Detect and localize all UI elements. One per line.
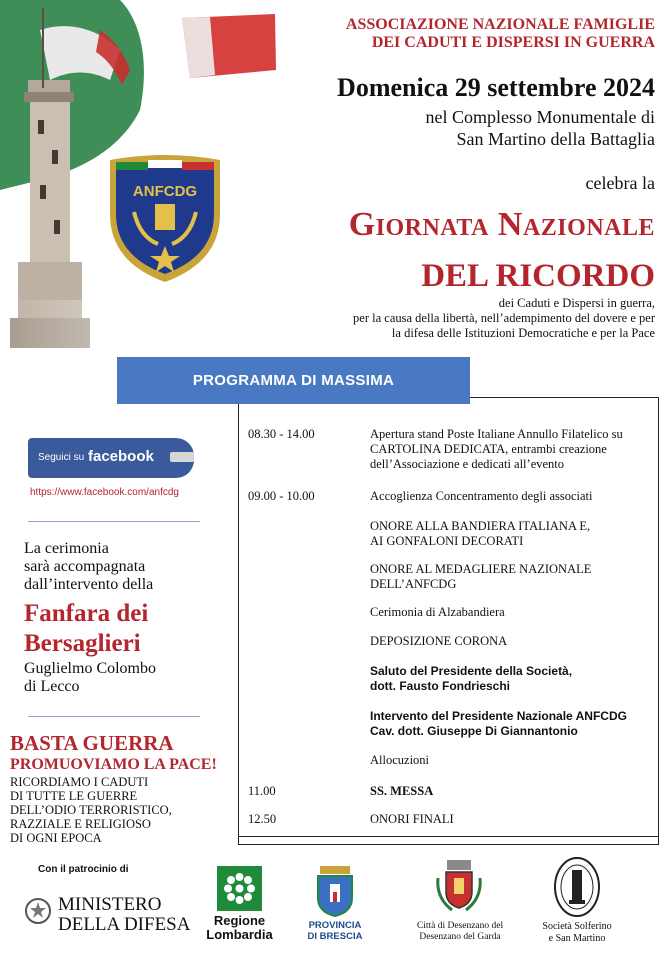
solferino-line-2: e San Martino bbox=[548, 933, 606, 944]
peace-line: DELL’ODIO TERRORISTICO, bbox=[10, 803, 172, 817]
peace-subheadline: PROMUOVIAMO LA PACE! bbox=[10, 756, 217, 773]
ceremony-line-2: sarà accompagnata bbox=[24, 558, 146, 575]
association-line-1: ASSOCIAZIONE NAZIONALE FAMIGLIE bbox=[345, 16, 655, 33]
patronage-label: Con il patrocinio di bbox=[38, 864, 129, 875]
desenzano-logo bbox=[404, 921, 516, 943]
facebook-wordmark: facebook bbox=[88, 448, 154, 465]
peace-line: DI OGNI EPOCA bbox=[10, 831, 102, 845]
peace-line: RICORDIAMO I CADUTI bbox=[10, 775, 149, 789]
program-item-line: Cav. dott. Giuseppe Di Giannantonio bbox=[370, 724, 578, 738]
ceremony-line-1: La cerimonia bbox=[24, 540, 109, 557]
logo-text: ANFCDG bbox=[132, 183, 198, 200]
program-time: 09.00 - 10.00 bbox=[248, 489, 315, 503]
event-place bbox=[275, 106, 655, 150]
event-title-line-1: Giornata Nazionale bbox=[348, 206, 655, 243]
program-item bbox=[370, 664, 652, 694]
ceremony-text bbox=[24, 540, 224, 594]
program-item bbox=[370, 634, 652, 649]
subtitle-line-3: la difesa delle Istituzioni Democratiche e per la Pace bbox=[391, 326, 655, 340]
left-divider bbox=[28, 521, 200, 522]
association-line-2: DEI CADUTI E DISPERSI IN GUERRA bbox=[371, 34, 655, 51]
provincia-brescia-logo bbox=[302, 920, 368, 942]
peace-remembrance bbox=[10, 775, 230, 845]
program-item bbox=[370, 519, 652, 549]
program-item bbox=[370, 605, 652, 620]
place-line-2: San Martino della Battaglia bbox=[456, 129, 655, 149]
facebook-url-link[interactable]: https://www.facebook.com/anfcdg bbox=[30, 487, 179, 498]
fanfara-leader bbox=[24, 660, 224, 696]
program-item-line: Accoglienza Concentramento degli associati bbox=[370, 489, 593, 503]
fanfara-name bbox=[24, 599, 234, 659]
regione-line-1: Regione bbox=[213, 913, 266, 928]
solferino-line-1: Società Solferino bbox=[542, 921, 612, 932]
regione-lombardia-logo bbox=[197, 914, 282, 942]
program-item bbox=[370, 489, 652, 504]
provincia-line-1: PROVINCIA bbox=[308, 920, 362, 931]
ministero-line-1: MINISTERO bbox=[58, 894, 162, 915]
anfcdg-shield-logo bbox=[106, 152, 224, 285]
program-item-line: SS. MESSA bbox=[370, 784, 434, 798]
program-bottom-rule bbox=[238, 836, 659, 837]
fanfara-leader-line-2: di Lecco bbox=[24, 678, 80, 695]
program-item bbox=[370, 812, 652, 827]
program-item-line: ONORI FINALI bbox=[370, 812, 454, 826]
desenzano-crest-icon bbox=[432, 858, 486, 918]
celebra-text: celebra la bbox=[585, 173, 655, 193]
program-item bbox=[370, 753, 652, 768]
program-item-line: DEPOSIZIONE CORONA bbox=[370, 634, 508, 648]
solferino-seal-icon bbox=[553, 856, 601, 918]
regione-lombardia-rose-icon bbox=[217, 866, 262, 911]
program-item-line: Allocuzioni bbox=[370, 753, 430, 767]
program-item-line: ONORE ALLA BANDIERA ITALIANA E, bbox=[370, 519, 591, 533]
ceremony-line-3: dall’intervento della bbox=[24, 576, 154, 593]
program-item-line: ONORE AL MEDAGLIERE NAZIONALE bbox=[370, 562, 592, 576]
place-line-1: nel Complesso Monumentale di bbox=[425, 107, 655, 127]
fanfara-leader-line-1: Guglielmo Colombo bbox=[24, 660, 156, 677]
desenzano-line-2: Desenzano del Garda bbox=[419, 932, 501, 942]
ministero-difesa-logo bbox=[58, 895, 190, 935]
program-time: 08.30 - 14.00 bbox=[248, 427, 315, 441]
peace-line: RAZZIALE E RELIGIOSO bbox=[10, 817, 151, 831]
fanfara-line-2: Bersaglieri bbox=[24, 630, 141, 657]
program-banner: PROGRAMMA DI MASSIMA bbox=[117, 357, 470, 404]
provincia-line-2: DI BRESCIA bbox=[307, 931, 363, 942]
program-time: 11.00 bbox=[248, 784, 276, 798]
peace-line: DI TUTTE LE GUERRE bbox=[10, 789, 138, 803]
program-item-line: AI GONFALONI DECORATI bbox=[370, 534, 524, 548]
event-subtitle bbox=[295, 296, 655, 341]
program-item bbox=[370, 427, 652, 472]
fanfara-line-1: Fanfara dei bbox=[24, 600, 149, 627]
program-item bbox=[370, 562, 652, 592]
event-title-line-2: DEL RICORDO bbox=[421, 258, 655, 294]
solferino-logo bbox=[522, 921, 632, 945]
association-name bbox=[275, 16, 655, 52]
subtitle-line-1: dei Caduti e Dispersi in guerra, bbox=[498, 296, 655, 310]
program-item-line: dell’Associazione e dedicati all’evento bbox=[370, 457, 565, 471]
peace-headline: BASTA GUERRA bbox=[10, 731, 174, 755]
desenzano-line-1: Città di Desenzano del bbox=[416, 921, 504, 931]
left-divider bbox=[28, 716, 200, 717]
subtitle-line-2: per la causa della libertà, nell’adempimento del dovere e per bbox=[353, 311, 655, 325]
italian-emblem-icon bbox=[24, 895, 52, 927]
ministero-line-2: DELLA DIFESA bbox=[58, 914, 191, 935]
program-item-line: DELL’ANFCDG bbox=[370, 577, 457, 591]
program-item-line: CARTOLINA DEDICATA, entrambi creazione bbox=[370, 442, 607, 456]
program-item bbox=[370, 709, 652, 739]
facebook-follow-small-text: Seguici su bbox=[38, 452, 85, 463]
program-item-line: Apertura stand Poste Italiane Annullo Filatelico su bbox=[370, 427, 623, 441]
event-date: Domenica 29 settembre 2024 bbox=[337, 73, 655, 102]
program-item-line: Saluto del Presidente della Società, bbox=[370, 664, 573, 678]
program-item-line: Intervento del Presidente Nazionale ANFCDG bbox=[370, 709, 627, 723]
program-item-line: dott. Fausto Fondrieschi bbox=[370, 679, 510, 693]
program-item bbox=[370, 784, 652, 799]
paint-roller-icon bbox=[170, 452, 194, 462]
provincia-brescia-crest-icon bbox=[310, 862, 360, 918]
regione-line-2: Lombardia bbox=[206, 927, 273, 942]
program-time: 12.50 bbox=[248, 812, 277, 826]
program-item-line: Cerimonia di Alzabandiera bbox=[370, 605, 505, 619]
